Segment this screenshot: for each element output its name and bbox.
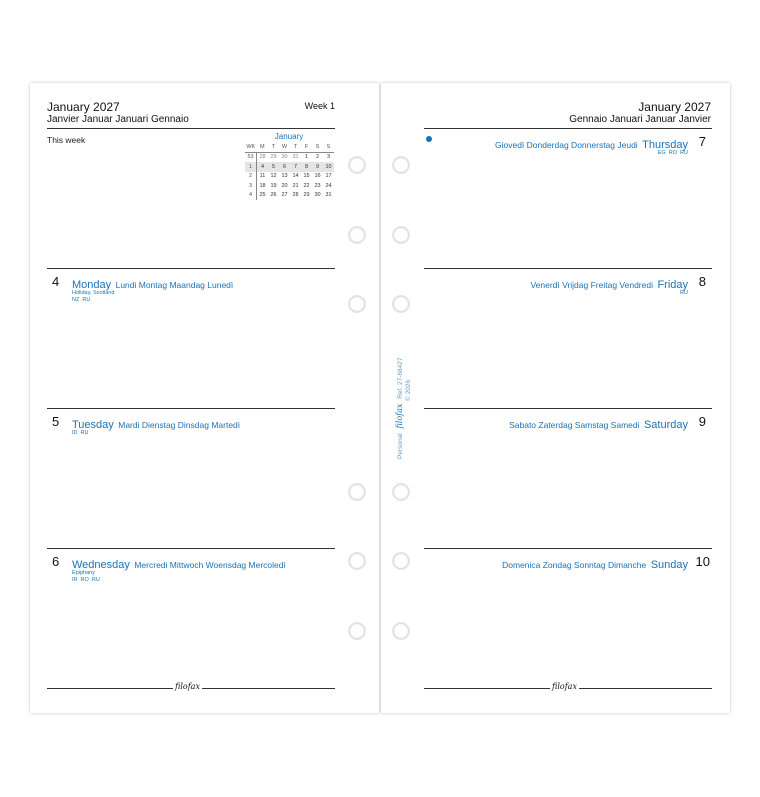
day-heading-saturday bbox=[509, 415, 688, 433]
ring-hole bbox=[348, 156, 366, 174]
mini-cal-row bbox=[245, 181, 334, 191]
holiday-note: Epiphany bbox=[72, 570, 95, 576]
holiday-note: Holiday, Scotland bbox=[72, 290, 115, 296]
mini-cal-day: 29 bbox=[303, 192, 310, 199]
day-number: 5 bbox=[52, 414, 60, 429]
ring-hole bbox=[392, 552, 410, 570]
day-name: Wednesday bbox=[72, 559, 130, 571]
right-month-title: January 2027 bbox=[638, 100, 711, 114]
spine-brand-logo: filofax bbox=[395, 403, 404, 429]
mini-cal-day: 20 bbox=[281, 182, 288, 189]
day-rule bbox=[424, 548, 712, 549]
country-codes: ID RU bbox=[72, 430, 89, 436]
mini-cal-header: M bbox=[257, 142, 269, 152]
mini-cal-day: 8 bbox=[301, 162, 312, 172]
mini-cal-day: 31 bbox=[292, 154, 299, 161]
mini-cal-row-current-week bbox=[245, 162, 334, 172]
week-number: 4 bbox=[245, 191, 257, 201]
country-codes: RU bbox=[680, 290, 688, 296]
new-moon-icon bbox=[426, 136, 432, 142]
header-rule bbox=[424, 128, 712, 129]
day-name: Saturday bbox=[643, 419, 688, 431]
ring-hole bbox=[348, 552, 366, 570]
right-diary-page bbox=[381, 83, 730, 713]
mini-cal-day: 29 bbox=[270, 154, 277, 161]
mini-cal-day: 10 bbox=[323, 162, 334, 172]
mini-cal-day: 31 bbox=[325, 192, 332, 199]
day-number: 4 bbox=[52, 274, 60, 289]
left-diary-page bbox=[30, 83, 379, 713]
day-name: Tuesday bbox=[72, 419, 114, 431]
day-heading-sunday bbox=[502, 555, 688, 573]
ring-hole bbox=[348, 226, 366, 244]
mini-calendar-title: January bbox=[274, 132, 304, 141]
day-name: Sunday bbox=[650, 559, 688, 571]
mini-cal-header: F bbox=[301, 142, 312, 152]
day-number: 10 bbox=[695, 554, 710, 569]
mini-cal-day: 14 bbox=[292, 173, 299, 180]
mini-cal-day: 2 bbox=[315, 154, 320, 161]
mini-cal-day: 5 bbox=[268, 162, 279, 172]
day-name: Monday bbox=[72, 279, 112, 291]
mini-cal-day: 12 bbox=[270, 173, 277, 180]
ring-hole bbox=[348, 483, 366, 501]
right-month-languages: Gennaio Januari Januar Janvier bbox=[569, 114, 711, 125]
day-name: Friday bbox=[657, 279, 688, 291]
mini-cal-day: 19 bbox=[270, 182, 277, 189]
day-rule bbox=[424, 268, 712, 269]
spine-ref: Ref. 27-68427 bbox=[397, 357, 404, 399]
mini-cal-row bbox=[245, 172, 334, 182]
day-rule bbox=[47, 548, 335, 549]
ring-hole bbox=[392, 622, 410, 640]
mini-cal-header: T bbox=[268, 142, 279, 152]
mini-cal-day: 13 bbox=[281, 173, 288, 180]
day-name: Thursday bbox=[642, 139, 688, 151]
country-codes: NZ RU bbox=[72, 297, 91, 303]
mini-cal-day: 18 bbox=[259, 182, 266, 189]
ring-hole bbox=[392, 295, 410, 313]
week-number: 2 bbox=[245, 172, 257, 182]
day-name-translations: Lundi Montag Maandag Lunedì bbox=[115, 280, 234, 290]
day-name-translations: Giovedì Donderdag Donnerstag Jeudi bbox=[494, 140, 638, 150]
day-heading-friday bbox=[530, 275, 688, 293]
spine-copyright: © 2026 bbox=[405, 379, 412, 401]
mini-cal-day: 17 bbox=[325, 173, 332, 180]
spine-size-label: Personal bbox=[397, 433, 404, 459]
ring-hole bbox=[348, 295, 366, 313]
this-week-label: This week bbox=[47, 135, 86, 145]
mini-cal-day: 28 bbox=[292, 192, 299, 199]
mini-cal-header: W bbox=[279, 142, 290, 152]
mini-cal-day: 24 bbox=[325, 182, 332, 189]
ring-hole bbox=[392, 483, 410, 501]
mini-cal-day: 11 bbox=[259, 173, 266, 180]
day-name-translations: Sabato Zaterdag Samstag Samedi bbox=[509, 420, 640, 430]
ring-hole bbox=[392, 226, 410, 244]
mini-cal-day: 27 bbox=[281, 192, 288, 199]
day-rule bbox=[47, 408, 335, 409]
ring-hole bbox=[392, 156, 410, 174]
day-number: 8 bbox=[698, 274, 706, 289]
day-number: 9 bbox=[698, 414, 706, 429]
mini-cal-day: 7 bbox=[290, 162, 301, 172]
mini-cal-header: S bbox=[312, 142, 323, 152]
day-rule bbox=[47, 268, 335, 269]
header-rule bbox=[47, 128, 335, 129]
mini-cal-day: 26 bbox=[270, 192, 277, 199]
mini-cal-header: T bbox=[290, 142, 301, 152]
week-number: 53 bbox=[245, 152, 257, 162]
week-number: 1 bbox=[245, 162, 257, 172]
mini-cal-day: 1 bbox=[304, 154, 309, 161]
mini-cal-header: S bbox=[323, 142, 334, 152]
mini-cal-day: 30 bbox=[281, 154, 288, 161]
day-heading-wednesday bbox=[72, 555, 286, 573]
country-codes: IR RO RU bbox=[72, 577, 100, 583]
mini-cal-day: 28 bbox=[259, 154, 266, 161]
day-heading-tuesday bbox=[72, 415, 240, 433]
mini-cal-day: 25 bbox=[259, 192, 266, 199]
ring-hole bbox=[348, 622, 366, 640]
mini-cal-day: 16 bbox=[314, 173, 321, 180]
mini-cal-day: 15 bbox=[303, 173, 310, 180]
mini-cal-day: 22 bbox=[303, 182, 310, 189]
mini-cal-day: 3 bbox=[326, 154, 331, 161]
day-name-translations: Domenica Zondag Sonntag Dimanche bbox=[502, 560, 647, 570]
day-name-translations: Venerdì Vrijdag Freitag Vendredi bbox=[530, 280, 653, 290]
day-rule bbox=[424, 408, 712, 409]
mini-cal-day: 30 bbox=[314, 192, 321, 199]
left-month-title: January 2027 bbox=[47, 100, 120, 114]
day-name-translations: Mercredi Mittwoch Woensdag Mercoledì bbox=[134, 560, 286, 570]
mini-cal-day: 6 bbox=[279, 162, 290, 172]
day-number: 6 bbox=[52, 554, 60, 569]
day-number: 7 bbox=[698, 134, 706, 149]
left-month-languages: Janvier Januar Januari Gennaio bbox=[47, 114, 189, 125]
mini-cal-day: 9 bbox=[312, 162, 323, 172]
week-number: 3 bbox=[245, 181, 257, 191]
day-name-translations: Mardi Dienstag Dinsdag Martedì bbox=[118, 420, 241, 430]
mini-cal-row bbox=[245, 152, 334, 162]
footer-brand-logo: filofax bbox=[552, 682, 577, 691]
week-label: Week 1 bbox=[304, 101, 335, 111]
mini-cal-day: 23 bbox=[314, 182, 321, 189]
mini-cal-day: 21 bbox=[292, 182, 299, 189]
spine-imprint bbox=[395, 358, 404, 459]
mini-calendar bbox=[245, 142, 334, 200]
mini-cal-header: WK bbox=[245, 142, 257, 152]
mini-cal-day: 4 bbox=[257, 162, 269, 172]
footer-brand-logo: filofax bbox=[175, 682, 200, 691]
country-codes: EG RO RU bbox=[657, 150, 688, 156]
mini-cal-row bbox=[245, 191, 334, 201]
